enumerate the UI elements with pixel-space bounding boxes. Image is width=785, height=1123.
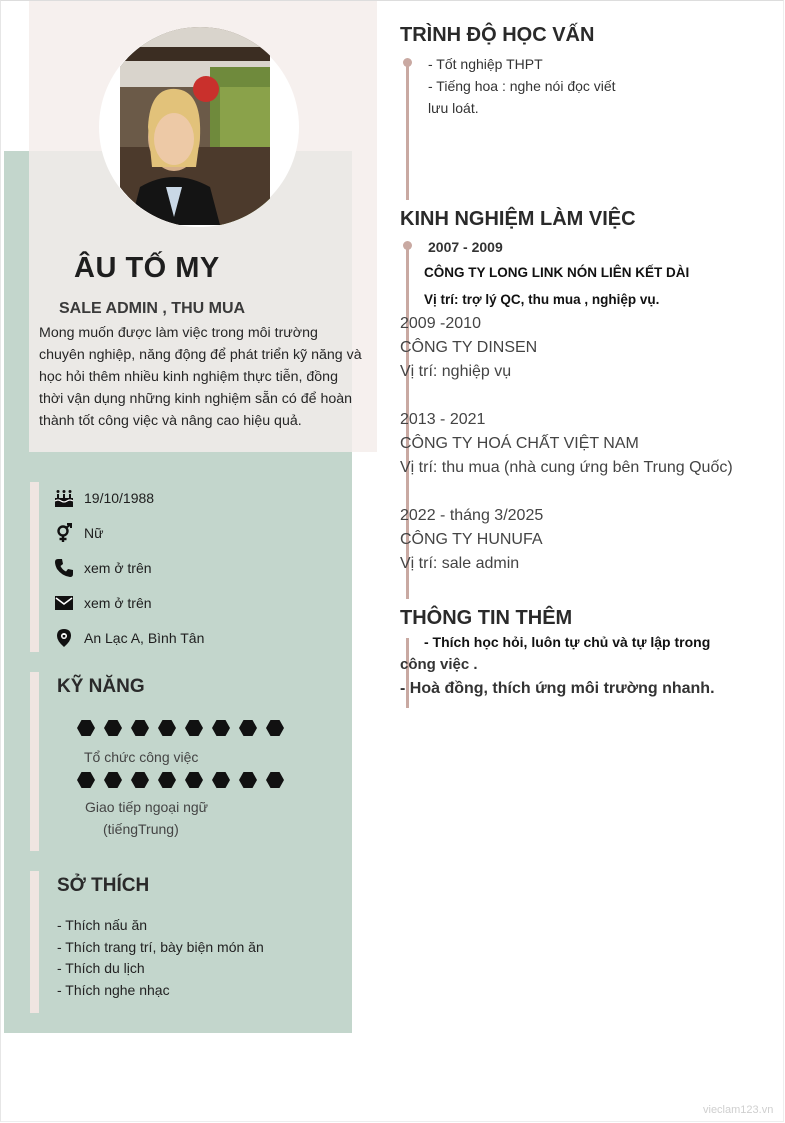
education-timeline xyxy=(406,60,409,200)
info-accent-bar xyxy=(30,482,39,652)
job-title: SALE ADMIN , THU MUA xyxy=(59,300,246,317)
hobby-list xyxy=(57,915,264,1001)
job-company: CÔNG TY DINSEN xyxy=(400,339,538,356)
birthday-cake-icon xyxy=(54,488,74,508)
career-objective: Mong muốn được làm việc trong môi trường chuyên nghiệp, năng động để phát triển kỹ năng và học hỏi thêm nhiều kinh nghiệm thực tiễn, đồng thời vận dụng những kinh nghiệm sẵn có để hoàn thành tốt công việc và nâng cao hiệu quả. xyxy=(39,325,362,429)
list-item: - Thích nấu ăn xyxy=(57,917,148,933)
skill-level-hexagon xyxy=(77,720,95,736)
address-row xyxy=(54,627,205,649)
skill-rating xyxy=(77,772,284,788)
gender-row xyxy=(54,522,104,544)
skill-level-hexagon xyxy=(131,772,149,788)
education-line: - Tiếng hoa : nghe nói đọc viết xyxy=(428,78,616,94)
email-row xyxy=(54,592,152,614)
skills-heading: KỸ NĂNG xyxy=(57,676,145,697)
job-company: CÔNG TY HOÁ CHẤT VIỆT NAM xyxy=(400,435,639,452)
watermark: vieclam123.vn xyxy=(703,1104,774,1116)
birthday-row xyxy=(54,487,155,509)
job-position: Vị trí: thu mua (nhà cung ứng bên Trung Quốc) xyxy=(400,459,733,476)
skills-accent-bar xyxy=(30,672,39,851)
phone-row xyxy=(54,557,152,579)
skill-rating xyxy=(77,720,284,736)
job-position: Vị trí: nghiệp vụ xyxy=(400,363,512,380)
skill-level-hexagon xyxy=(239,772,257,788)
skill-level-hexagon xyxy=(185,720,203,736)
skill-label: Giao tiếp ngoại ngữ xyxy=(85,799,209,815)
experience-heading: KINH NGHIỆM LÀM VIỆC xyxy=(400,208,636,230)
education-line: lưu loát. xyxy=(428,100,479,116)
list-item: - Thích nghe nhạc xyxy=(57,981,170,998)
skill-level-hexagon xyxy=(212,772,230,788)
skill-level-hexagon xyxy=(239,720,257,736)
extra-info-line: công việc . xyxy=(400,656,478,673)
timeline-dot xyxy=(403,58,412,67)
skill-level-hexagon xyxy=(266,720,284,736)
extra-info-line: - Hoà đồng, thích ứng môi trường nhanh. xyxy=(400,680,715,697)
skill-level-hexagon xyxy=(212,720,230,736)
birthday-value: 19/10/1988 xyxy=(84,490,155,506)
email-icon xyxy=(54,593,74,613)
job-company: CÔNG TY HUNUFA xyxy=(400,531,543,548)
skill-level-hexagon xyxy=(77,772,95,788)
skill-level-hexagon xyxy=(104,720,122,736)
job-position: Vị trí: trợ lý QC, thu mua , nghiệp vụ. xyxy=(424,292,660,307)
skill-level-hexagon xyxy=(185,772,203,788)
avatar xyxy=(120,27,270,225)
job-period: 2013 - 2021 xyxy=(400,411,486,428)
list-item: - Thích du lịch xyxy=(57,960,145,976)
job-position: Vị trí: sale admin xyxy=(400,555,520,572)
education-line: - Tốt nghiệp THPT xyxy=(428,56,543,72)
hobbies-heading: SỞ THÍCH xyxy=(57,875,150,896)
skill-level-hexagon xyxy=(158,772,176,788)
job-company: CÔNG TY LONG LINK NÓN LIÊN KẾT DÀI xyxy=(424,265,690,280)
job-period: 2009 -2010 xyxy=(400,315,481,332)
skill-level-hexagon xyxy=(131,720,149,736)
skill-level-hexagon xyxy=(104,772,122,788)
skill-level-hexagon xyxy=(158,720,176,736)
education-heading: TRÌNH ĐỘ HỌC VẤN xyxy=(400,24,595,46)
phone-icon xyxy=(54,558,74,578)
skill-label: Tổ chức công việc xyxy=(84,749,199,765)
phone-value: xem ở trên xyxy=(84,560,152,576)
candidate-name: ÂU TỐ MY xyxy=(74,252,220,284)
skill-level-hexagon xyxy=(266,772,284,788)
gender-icon xyxy=(54,523,74,543)
job-period: 2022 - tháng 3/2025 xyxy=(400,507,544,524)
timeline-dot xyxy=(403,241,412,250)
gender-value: Nữ xyxy=(84,525,104,541)
list-item: - Thích trang trí, bày biện món ăn xyxy=(57,938,264,955)
extra-info-line: - Thích học hỏi, luôn tự chủ và tự lập trong xyxy=(424,634,711,650)
skill-label-sub: (tiếngTrung) xyxy=(103,821,179,837)
job-period: 2007 - 2009 xyxy=(428,239,503,255)
extra-info-heading: THÔNG TIN THÊM xyxy=(400,607,573,629)
address-value: An Lạc A, Bình Tân xyxy=(84,630,205,646)
hobbies-accent-bar xyxy=(30,871,39,1013)
location-pin-icon xyxy=(54,628,74,648)
email-value: xem ở trên xyxy=(84,595,152,611)
